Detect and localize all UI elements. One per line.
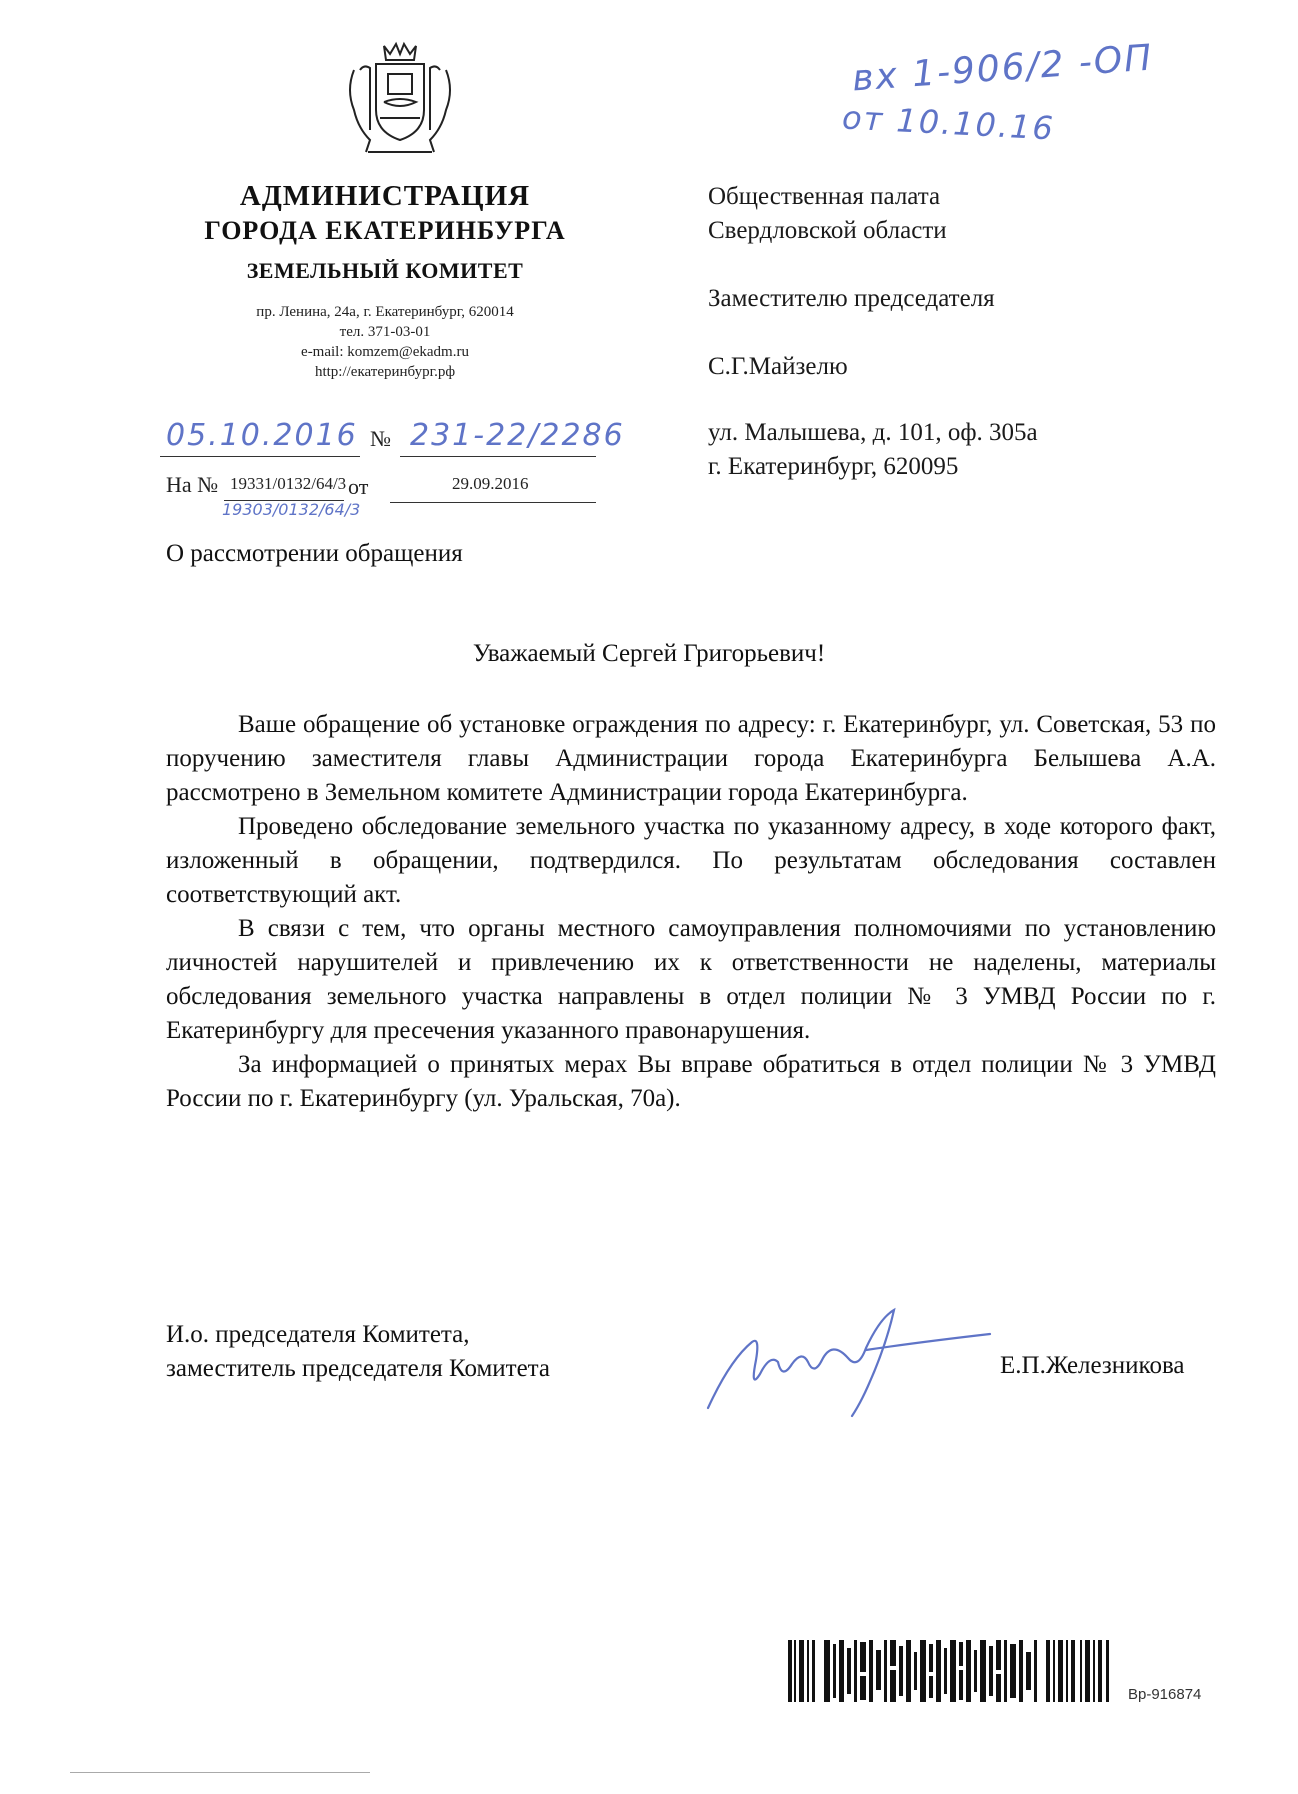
outgoing-number-line <box>400 456 596 457</box>
signatory-title <box>166 1318 550 1386</box>
outgoing-number-sign: № <box>370 426 391 451</box>
reference-date: 29.09.2016 <box>452 474 529 493</box>
recipient-org-line2: Свердловской области <box>708 217 947 244</box>
org-name-line1: АДМИНИСТРАЦИЯ <box>239 180 531 212</box>
bottom-divider <box>70 1772 370 1773</box>
body-paragraph: За информацией о принятых мерах Вы вправе обратиться в отдел полиции № 3 УМВД России по г. Екатеринбургу (ул. Уральская, 70а). <box>166 1051 1216 1112</box>
letter-subject: О рассмотрении обращения <box>166 540 463 567</box>
outgoing-date-line <box>160 456 360 457</box>
org-phone: тел. 371-03-01 <box>339 324 431 340</box>
letter-greeting: Уважаемый Сергей Григорьевич! <box>472 640 826 667</box>
outgoing-date: 05.10.2016 <box>166 418 358 453</box>
letter-body <box>166 708 1216 1116</box>
org-name-line2: ГОРОДА ЕКАТЕРИНБУРГА <box>204 216 566 245</box>
reference-prefix: На № <box>166 472 219 497</box>
reference-number: 19331/0132/64/3 <box>230 474 347 493</box>
incoming-registration-date: от 10.10.16 <box>841 98 1056 148</box>
signatory-name: Е.П.Железникова <box>1000 1352 1185 1379</box>
recipient-position: Заместителю председателя <box>708 285 995 312</box>
reference-from-label: от <box>348 474 369 499</box>
registration-number: Вр-916874 <box>1128 1686 1202 1703</box>
recipient-name: С.Г.Майзелю <box>708 353 848 380</box>
signatory-title-line1: И.о. председателя Комитета, <box>166 1321 470 1348</box>
recipient-address <box>708 416 1038 484</box>
org-contacts <box>160 302 610 382</box>
org-address: пр. Ленина, 24а, г. Екатеринбург, 620014 <box>256 304 514 320</box>
recipient-address-line1: ул. Малышева, д. 101, оф. 305а <box>708 419 1038 446</box>
coat-of-arms-icon <box>340 40 460 158</box>
org-department: ЗЕМЕЛЬНЫЙ КОМИТЕТ <box>246 258 524 283</box>
reference-date-line <box>390 502 596 503</box>
body-paragraph: Проведено обследование земельного участка по указанному адресу, в ходе которого факт, изложенный в обращении, подтвердился. По результатам обследования составлен соответствующий акт. <box>166 813 1216 908</box>
recipient-org <box>708 180 947 248</box>
recipient-org-line1: Общественная палата <box>708 183 941 210</box>
barcode-icon <box>788 1640 1113 1702</box>
body-paragraph: В связи с тем, что органы местного самоуправления полномочиями по установлению личностей нарушителей и привлечению их к ответственности не наделены, материалы обследования земельного участка направлены в отдел полиции № 3 УМВД России по г. Екатеринбургу для пресечения указанного правонарушения. <box>166 915 1216 1044</box>
recipient-address-line2: г. Екатеринбург, 620095 <box>708 453 959 480</box>
outgoing-number: 231-22/2286 <box>410 418 625 453</box>
body-paragraph: Ваше обращение об установке ограждения по адресу: г. Екатеринбург, ул. Советская, 53 по поручению заместителя главы Администрации города Екатеринбурга Белышева А.А. рассмотрено в Земельном комитете Администрации города Екатеринбурга. <box>166 711 1216 806</box>
incoming-registration-number: вх 1-906/2 -ОП <box>850 37 1155 100</box>
signatory-title-line2: заместитель председателя Комитета <box>166 1355 551 1382</box>
reference-handwritten-number: 19303/0132/64/3 <box>222 500 361 519</box>
org-email: e-mail: komzem@ekadm.ru <box>301 344 469 360</box>
org-website: http://екатеринбург.рф <box>314 364 456 380</box>
signature-icon <box>690 1300 1010 1430</box>
